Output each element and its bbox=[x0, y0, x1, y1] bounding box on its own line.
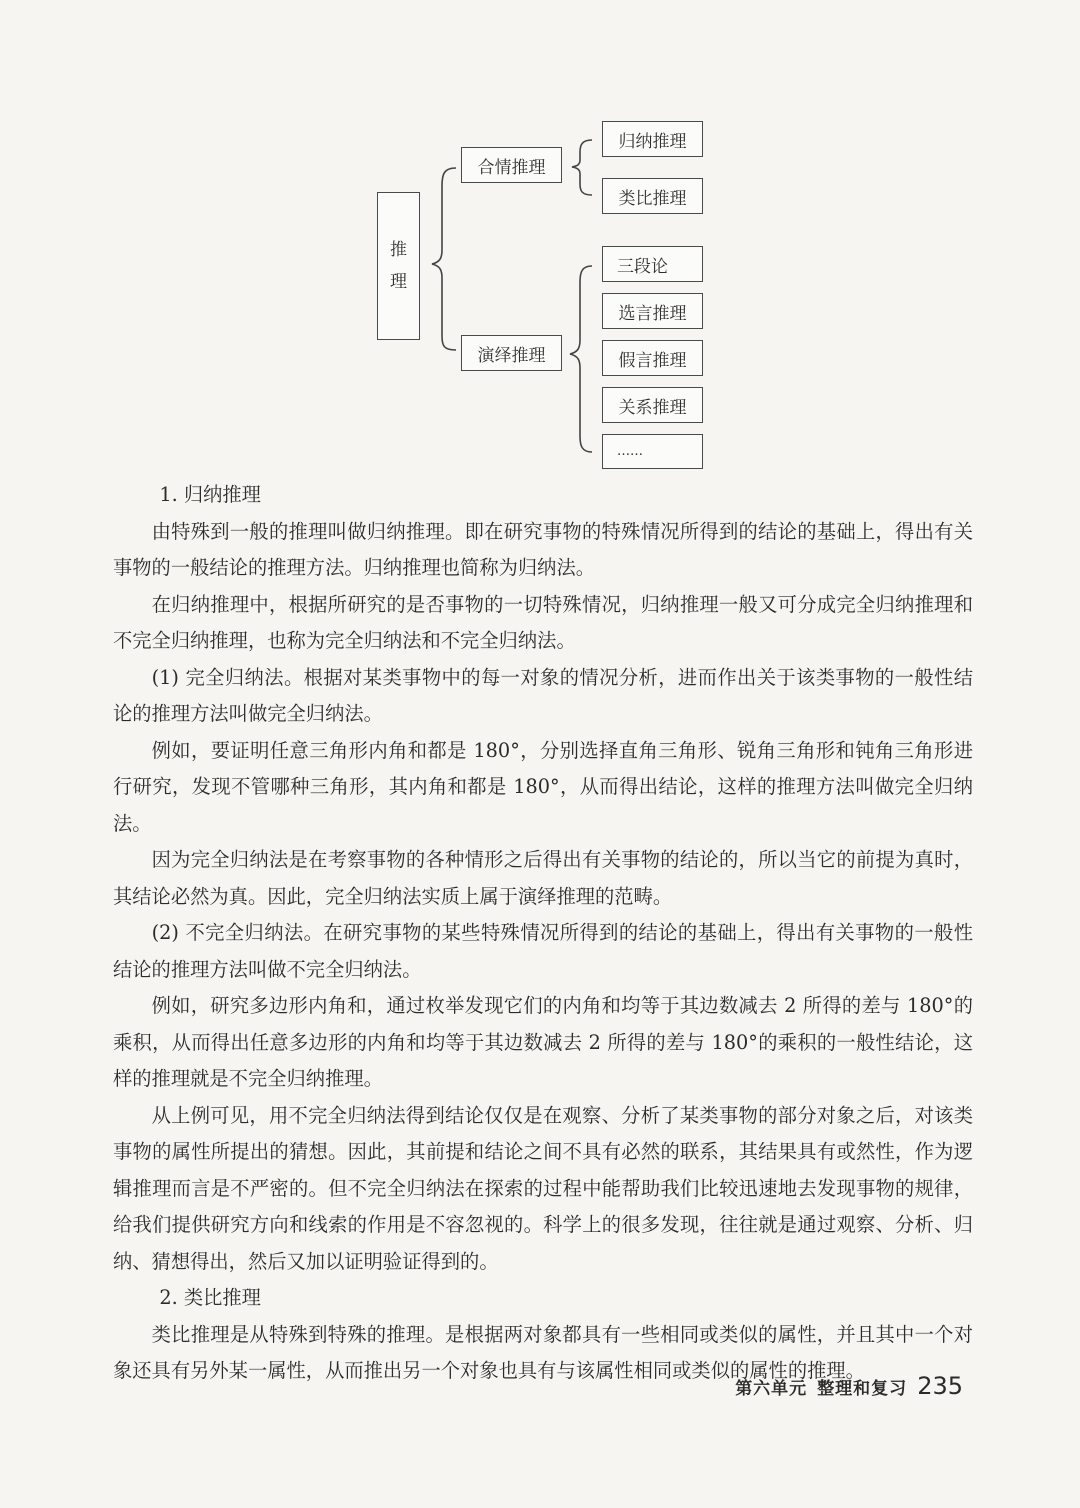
brace-heqing bbox=[572, 140, 592, 195]
page-footer bbox=[735, 1372, 963, 1400]
footer-unit: 第六单元 bbox=[735, 1379, 808, 1399]
node-guina: 归纳推理 bbox=[602, 121, 703, 157]
paragraph: 从上例可见，用不完全归纳法得到结论仅仅是在观察、分析了某类事物的部分对象之后，对该类事物的属性所提出的猜想。因此，其前提和结论之间不具有必然的联系，其结果具有或然性，作为逻辑推理而言是不严密的。但不完全归纳法在探索的过程中能帮助我们比较迅速地去发现事物的规律，给我们提供研究方向和线索的作用是不容忽视的。科学上的很多发现，往往就是通过观察、分析、归纳、猜想得出，然后又加以证明验证得到的。 bbox=[113, 1103, 973, 1273]
root-char-1: 推 bbox=[390, 240, 407, 260]
node-sanduanlun: 三段论 bbox=[602, 246, 703, 282]
section-title-induction: 1. 归纳推理 bbox=[159, 483, 261, 506]
paragraph: (1) 完全归纳法。根据对某类事物中的每一对象的情况分析，进而作出关于该类事物的一般性结论的推理方法叫做完全归纳法。 bbox=[113, 665, 973, 725]
node-ellipsis: …… bbox=[602, 434, 703, 469]
diagram-braces bbox=[0, 0, 1080, 480]
root-char-2: 理 bbox=[390, 272, 407, 292]
node-jiayan: 假言推理 bbox=[602, 340, 703, 376]
footer-title: 整理和复习 bbox=[817, 1379, 908, 1399]
page-number: 235 bbox=[917, 1372, 963, 1400]
paragraph: 因为完全归纳法是在考察事物的各种情形之后得出有关事物的结论的，所以当它的前提为真时，其结论必然为真。因此，完全归纳法实质上属于演绎推理的范畴。 bbox=[113, 848, 973, 908]
paragraph: 由特殊到一般的推理叫做归纳推理。即在研究事物的特殊情况所得到的结论的基础上，得出有关事物的一般结论的推理方法。归纳推理也简称为归纳法。 bbox=[113, 519, 973, 579]
brace-yanyi bbox=[570, 266, 592, 452]
node-yanyi: 演绎推理 bbox=[461, 335, 562, 371]
paragraph: 类比推理是从特殊到特殊的推理。是根据两对象都具有一些相同或类似的属性，并且其中一个对象还具有另外某一属性，从而推出另一个对象也具有与该属性相同或类似的属性的推理。 bbox=[113, 1322, 973, 1382]
paragraph: 例如，要证明任意三角形内角和都是 180°，分别选择直角三角形、锐角三角形和钝角三角形进行研究，发现不管哪种三角形，其内角和都是 180°，从而得出结论，这样的推理方法叫做完全归纳法。 bbox=[113, 738, 973, 835]
section-title-analogy: 2. 类比推理 bbox=[159, 1286, 261, 1309]
root-node-box bbox=[377, 192, 420, 340]
node-heqing: 合情推理 bbox=[461, 147, 562, 183]
paragraph: 在归纳推理中，根据所研究的是否事物的一切特殊情况，归纳推理一般又可分成完全归纳推理和不完全归纳推理，也称为完全归纳法和不完全归纳法。 bbox=[113, 592, 973, 652]
paragraph: 例如，研究多边形内角和，通过枚举发现它们的内角和均等于其边数减去 2 所得的差与 180°的乘积，从而得出任意多边形的内角和均等于其边数减去 2 所得的差与 180°的乘积的一般性结论，这样的推理就是不完全归纳推理。 bbox=[113, 994, 973, 1090]
brace-root bbox=[432, 168, 456, 350]
body-text bbox=[113, 477, 973, 1390]
node-leibi: 类比推理 bbox=[602, 178, 703, 214]
node-xuanyan: 选言推理 bbox=[602, 293, 703, 329]
paragraph: (2) 不完全归纳法。在研究事物的某些特殊情况所得到的结论的基础上，得出有关事物的一般性结论的推理方法叫做不完全归纳法。 bbox=[113, 921, 973, 981]
node-guanxi: 关系推理 bbox=[602, 387, 703, 423]
